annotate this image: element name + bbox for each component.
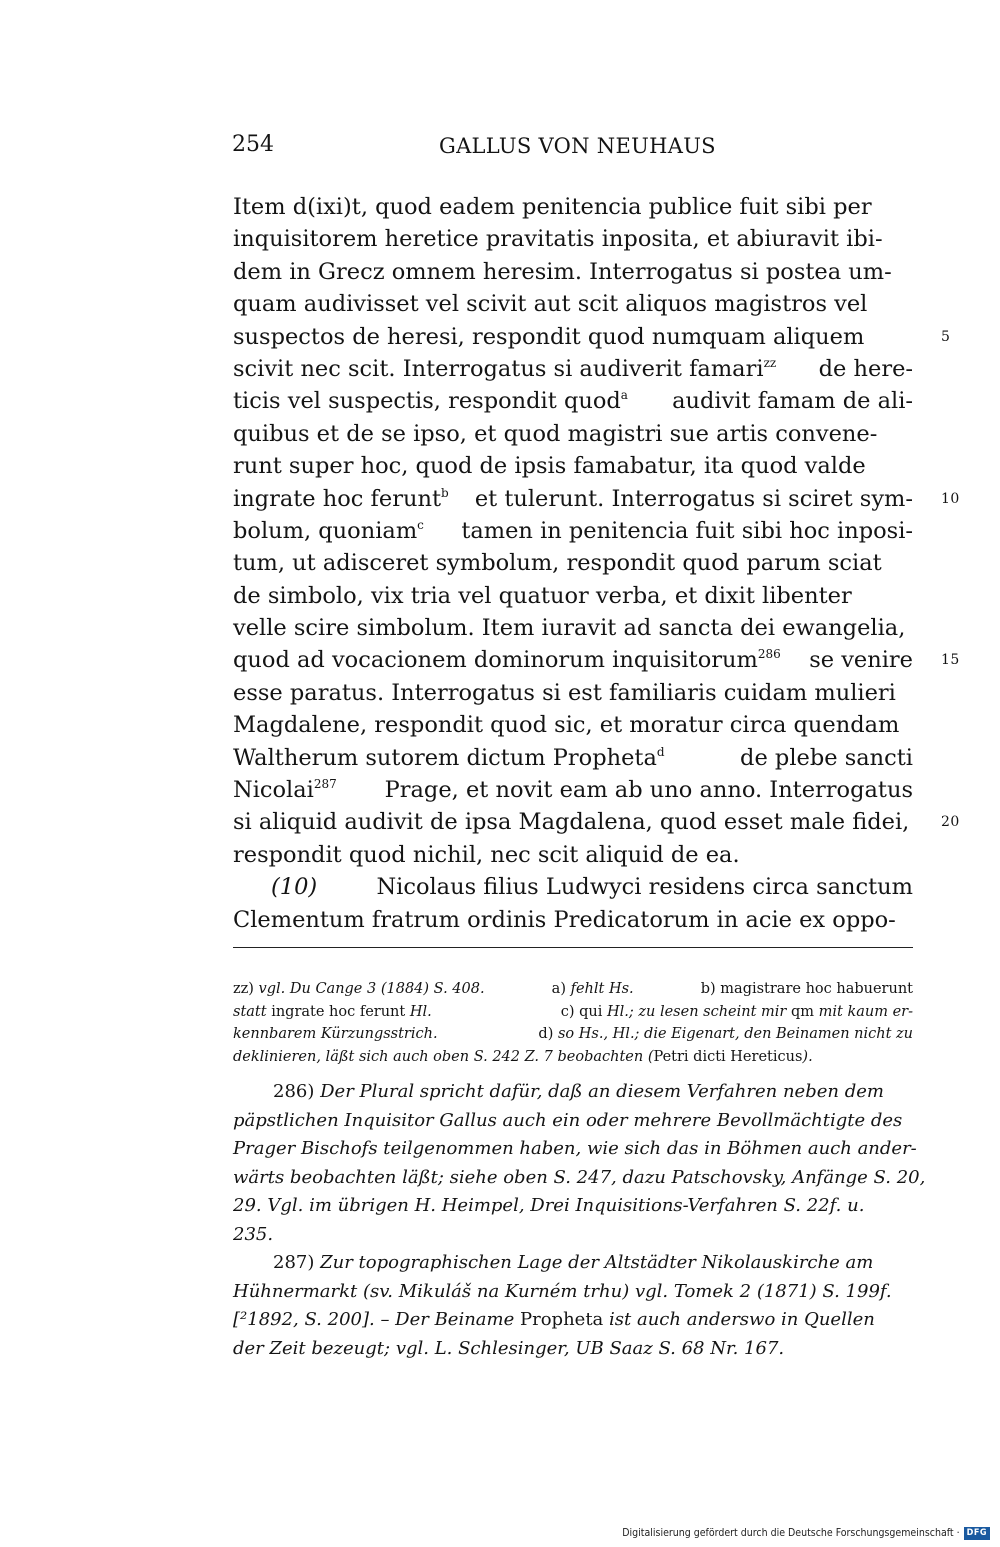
line-number: 10 [941,490,960,507]
main-text [233,191,960,936]
footnote-line: 29. Vgl. im übrigen H. Heimpel, Drei Inquisitions-Verfahren S. 22f. u. [233,1195,865,1216]
text-line: bolum, quoniam$^c$ tamen in penitencia fuit sibi hoc inposi- [233,517,913,544]
footnote-line: der Zeit bezeugt; vgl. L. Schlesinger, UB Saaz S. 68 Nr. 167. [233,1337,785,1359]
text-line: quam audivisset vel scivit aut scit aliquos magistros vel [233,291,868,318]
running-head [232,128,912,168]
text-line: suspectos de heresi, respondit quod numquam aliquem 5 [233,321,913,353]
line-number: 20 [941,814,960,831]
text-line: Magdalene, respondit quod sic, et moratur circa quendam [233,712,900,739]
text-line: Waltherum sutorem dictum Propheta$^d$ de plebe sancti [233,744,913,771]
siglum-zz: zz [763,355,777,370]
footnote-rule [233,947,913,948]
siglum-b: b [440,485,449,500]
section-number: (10) [271,874,318,901]
footnotes [233,1078,926,1363]
footnote-line: [²1892, S. 200]. – Der Beiname Propheta ist auch anderswo in Quellen [233,1309,875,1330]
siglum-a: a [620,388,628,403]
footnote-line: Prager Bischofs teilgenommen haben, wie sich das in Böhmen auch ander- [233,1138,917,1159]
footnote-287: 287) Zur topographischen Lage der Altstädter Nikolauskirche am [273,1252,874,1273]
footnote-ref-286: 286 [757,647,781,662]
text-line: scivit nec scit. Interrogatus si audiverit famari$^{zz}$ de here- [233,355,913,382]
footnote-ref-287: 287 [313,777,337,792]
line-number: 15 [941,652,960,669]
siglum-c: c [417,517,424,532]
text-line: runt super hoc, quod de ipsis famabatur, ita quod valde [233,453,866,480]
text-line: tum, ut adisceret symbolum, respondit quod parum sciat [233,550,882,577]
text-line: Clementum fratrum ordinis Predicatorum in acie ex oppo- [233,906,896,933]
text-line: ticis vel suspectis, respondit quod$^a$ audivit famam de ali- [233,388,913,415]
line-number: 5 [941,328,951,345]
running-title: GALLUS VON NEUHAUS [439,134,716,158]
text-line: quod ad vocacionem dominorum inquisitorum$^{286}$ se venire 15 [233,644,913,676]
apparatus-line: zz) vgl. Du Cange 3 (1884) S. 408. a) fehlt Hs. b) magistrare hoc habuerunt [233,981,913,997]
text-line: esse paratus. Interrogatus si est familiaris cuidam mulieri [233,679,896,706]
footnote-line: Hühnermarkt (sv. Mikuláš na Kurném trhu) vgl. Tomek 2 (1871) S. 199f. [233,1280,892,1302]
footnote-line: wärts beobachten läßt; siehe oben S. 247, dazu Patschovsky, Anfänge S. 20, [233,1166,926,1188]
footnote-line: 235. [233,1223,274,1245]
text-line: Nicolai$^{287}$ Prage, et novit eam ab uno anno. Interrogatus [233,777,913,804]
apparatus-line: statt ingrate hoc ferunt Hl. c) qui Hl.; zu lesen scheint mir qm mit kaum er- [233,1003,913,1020]
text-line: si aliquid audivit de ipsa Magdalena, quod esset male fidei, 20 [233,806,913,838]
text-line: Item d(ixi)t, quod eadem penitencia publice fuit sibi per [233,194,872,220]
text-line: (10) Nicolaus filius Ludwyci residens circa sanctum [233,871,913,903]
dfg-logo: DFG [964,1527,990,1540]
text-line: quibus et de se ipso, et quod magistri sue artis convene- [233,420,878,447]
text-line: de simbolo, vix tria vel quatuor verba, et dixit libenter [233,582,852,609]
critical-apparatus [233,978,913,1068]
text-line: ingrate hoc ferunt$^b$ et tulerunt. Interrogatus si sciret sym- 10 [233,483,913,515]
text-line: inquisitorem heretice pravitatis inposita, et abiuravit ibi- [233,226,883,253]
text-line: dem in Grecz omnem heresim. Interrogatus si postea um- [233,258,892,285]
funding-notice: Digitalisierung gefördert durch die Deutsche Forschungsgemeinschaft · DFG [622,1525,990,1541]
text-line: velle scire simbolum. Item iuravit ad sancta dei ewangelia, [233,615,906,642]
footnote-line: päpstlichen Inquisitor Gallus auch ein oder mehrere Bevollmächtigte des [233,1109,903,1131]
page-number: 254 [232,132,274,157]
text-line: respondit quod nichil, nec scit aliquid de ea. [233,841,740,868]
siglum-d: d [656,744,665,759]
apparatus-line: deklinieren, läßt sich auch oben S. 242 Z. 7 beobachten (Petri dicti Hereticus). [233,1048,813,1065]
footnote-286: 286) Der Plural spricht dafür, daß an diesem Verfahren neben dem [273,1081,884,1102]
apparatus-line: kennbarem Kürzungsstrich. d) so Hs., Hl.; die Eigenart, den Beinamen nicht zu [233,1026,913,1042]
